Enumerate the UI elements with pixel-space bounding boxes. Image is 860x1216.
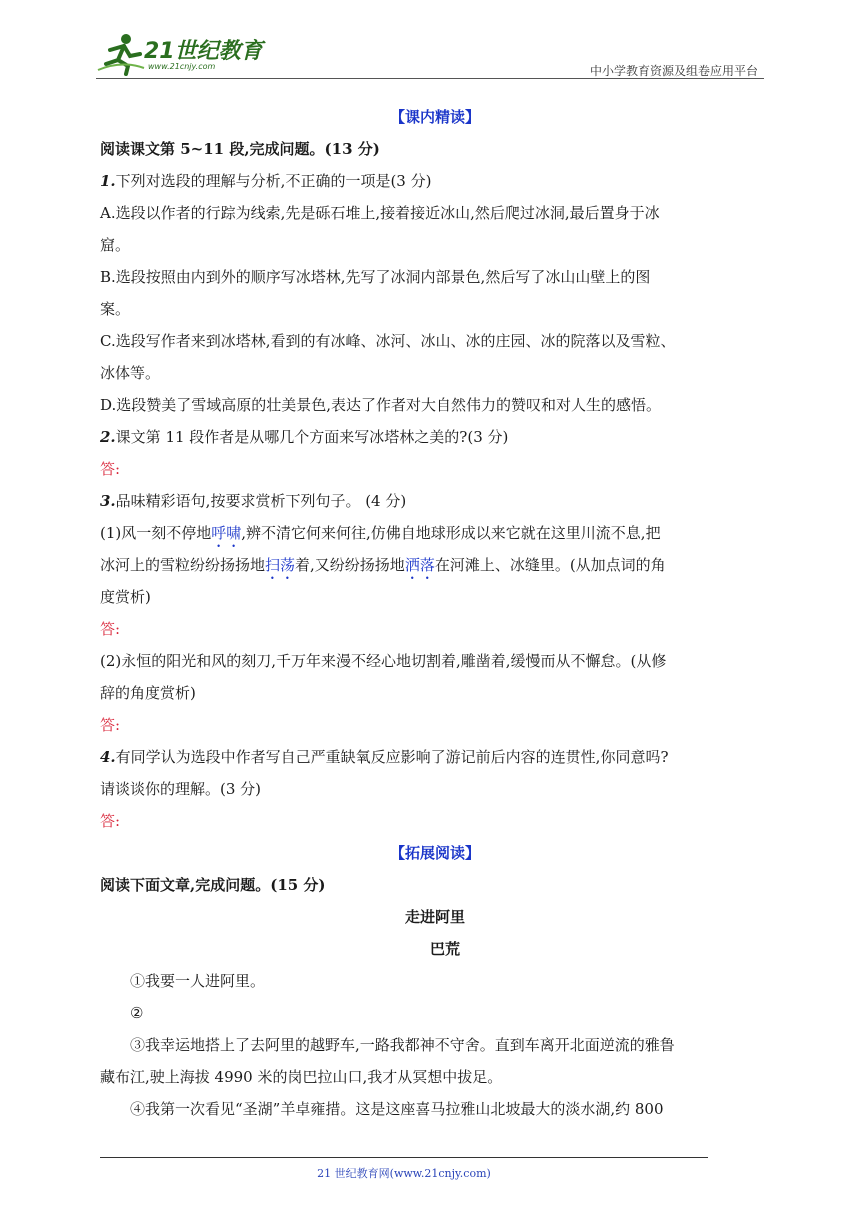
- sentence-text: (1)风一刻不停地: [100, 524, 212, 542]
- option-a-line1: A.选段以作者的行踪为线索,先是砾石堆上,接着接近冰山,然后爬过冰洞,最后置身于冰: [100, 204, 660, 222]
- runner-logo-icon: [96, 30, 146, 76]
- sentence-text: ,辨不清它何来何往,仿佛自地球形成以来它就在这里川流不息,把: [241, 524, 661, 542]
- section-title-extended: 【拓展阅读】: [389, 844, 480, 862]
- section1-intro: 阅读课文第 5~11 段,完成问题。(13 分): [100, 140, 380, 158]
- dotted-word: 扫荡: [265, 556, 296, 574]
- sentence-text: 冰河上的雪粒纷纷扬扬地: [100, 556, 266, 574]
- logo-url: www.21cnjy.com: [148, 62, 216, 71]
- sentence-2-line2: 辞的角度赏析): [100, 684, 196, 702]
- question-4-line2: 请谈谈你的理解。(3 分): [100, 780, 262, 798]
- sentence-1-line3: 度赏析): [100, 588, 151, 606]
- question-number: 2.: [100, 428, 116, 446]
- dotted-word: 呼啸: [211, 524, 242, 542]
- article-title: 走进阿里: [404, 908, 465, 926]
- sentence-text: 着,又纷纷扬扬地: [295, 556, 405, 574]
- paragraph-4-line1: ④我第一次看见“圣湖”羊卓雍措。这是这座喜马拉雅山北坡最大的淡水湖,约 800: [130, 1100, 664, 1118]
- header-divider: [96, 78, 764, 79]
- paragraph-3-line1: ③我幸运地搭上了去阿里的越野车,一路我都神不守舍。直到车离开北面逆流的雅鲁: [130, 1036, 675, 1054]
- dotted-word: 洒落: [404, 556, 435, 574]
- footer-link[interactable]: 21 世纪教育网(www.21cnjy.com): [317, 1167, 491, 1180]
- answer-label: 答:: [100, 460, 121, 478]
- question-2: [100, 427, 770, 447]
- question-stem: 品味精彩语句,按要求赏析下列句子。 (4 分): [115, 492, 407, 510]
- option-d-line1: D.选段赞美了雪域高原的壮美景色,表达了作者对大自然伟力的赞叹和对人生的感悟。: [100, 396, 662, 414]
- question-number: 4.: [100, 748, 116, 766]
- question-3: [100, 491, 770, 511]
- option-c-line1: C.选段写作者来到冰塔林,看到的有冰峰、冰河、冰山、冰的庄园、冰的院落以及雪粒、: [100, 332, 676, 350]
- sentence-2-line1: (2)永恒的阳光和风的刻刀,千万年来漫不经心地切割着,雕凿着,缓慢而从不懈怠。(从修: [100, 652, 667, 670]
- footer-divider: [100, 1157, 708, 1158]
- answer-label: 答:: [100, 620, 121, 638]
- sentence-1-line2: [100, 555, 770, 583]
- answer-label: 答:: [100, 716, 121, 734]
- question-1: [100, 171, 770, 191]
- option-b-line1: B.选段按照由内到外的顺序写冰塔林,先写了冰洞内部景色,然后写了冰山山壁上的图: [100, 268, 651, 286]
- option-c-line2: 冰体等。: [100, 364, 161, 382]
- paragraph-3-line2: 藏布江,驶上海拔 4990 米的岗巴拉山口,我才从冥想中拔足。: [100, 1068, 503, 1086]
- option-a-line2: 窟。: [100, 236, 131, 254]
- paragraph-1: ①我要一人进阿里。: [130, 972, 266, 990]
- option-b-line2: 案。: [100, 300, 131, 318]
- question-stem: 下列对选段的理解与分析,不正确的一项是(3 分): [115, 172, 432, 190]
- logo-text: 21世纪教育: [144, 39, 263, 64]
- article-author: 巴荒: [430, 940, 461, 958]
- answer-label: 答:: [100, 812, 121, 830]
- page-header: [96, 30, 764, 80]
- site-logo[interactable]: [96, 30, 266, 76]
- question-number: 3.: [100, 492, 116, 510]
- question-number: 1.: [100, 172, 116, 190]
- question-stem: 课文第 11 段作者是从哪几个方面来写冰塔林之美的?(3 分): [115, 428, 509, 446]
- section-title-in-class: 【课内精读】: [389, 108, 480, 126]
- paragraph-2: ②: [130, 1004, 144, 1022]
- section2-intro: 阅读下面文章,完成问题。(15 分): [100, 876, 326, 894]
- header-tagline: 中小学教育资源及组卷应用平台: [589, 64, 758, 78]
- sentence-text: 在河滩上、冰缝里。(从加点词的角: [434, 556, 666, 574]
- question-stem: 有同学认为选段中作者写自己严重缺氧反应影响了游记前后内容的连贯性,你同意吗?: [115, 748, 669, 766]
- question-4: [100, 747, 770, 767]
- sentence-1-line1: [100, 523, 770, 551]
